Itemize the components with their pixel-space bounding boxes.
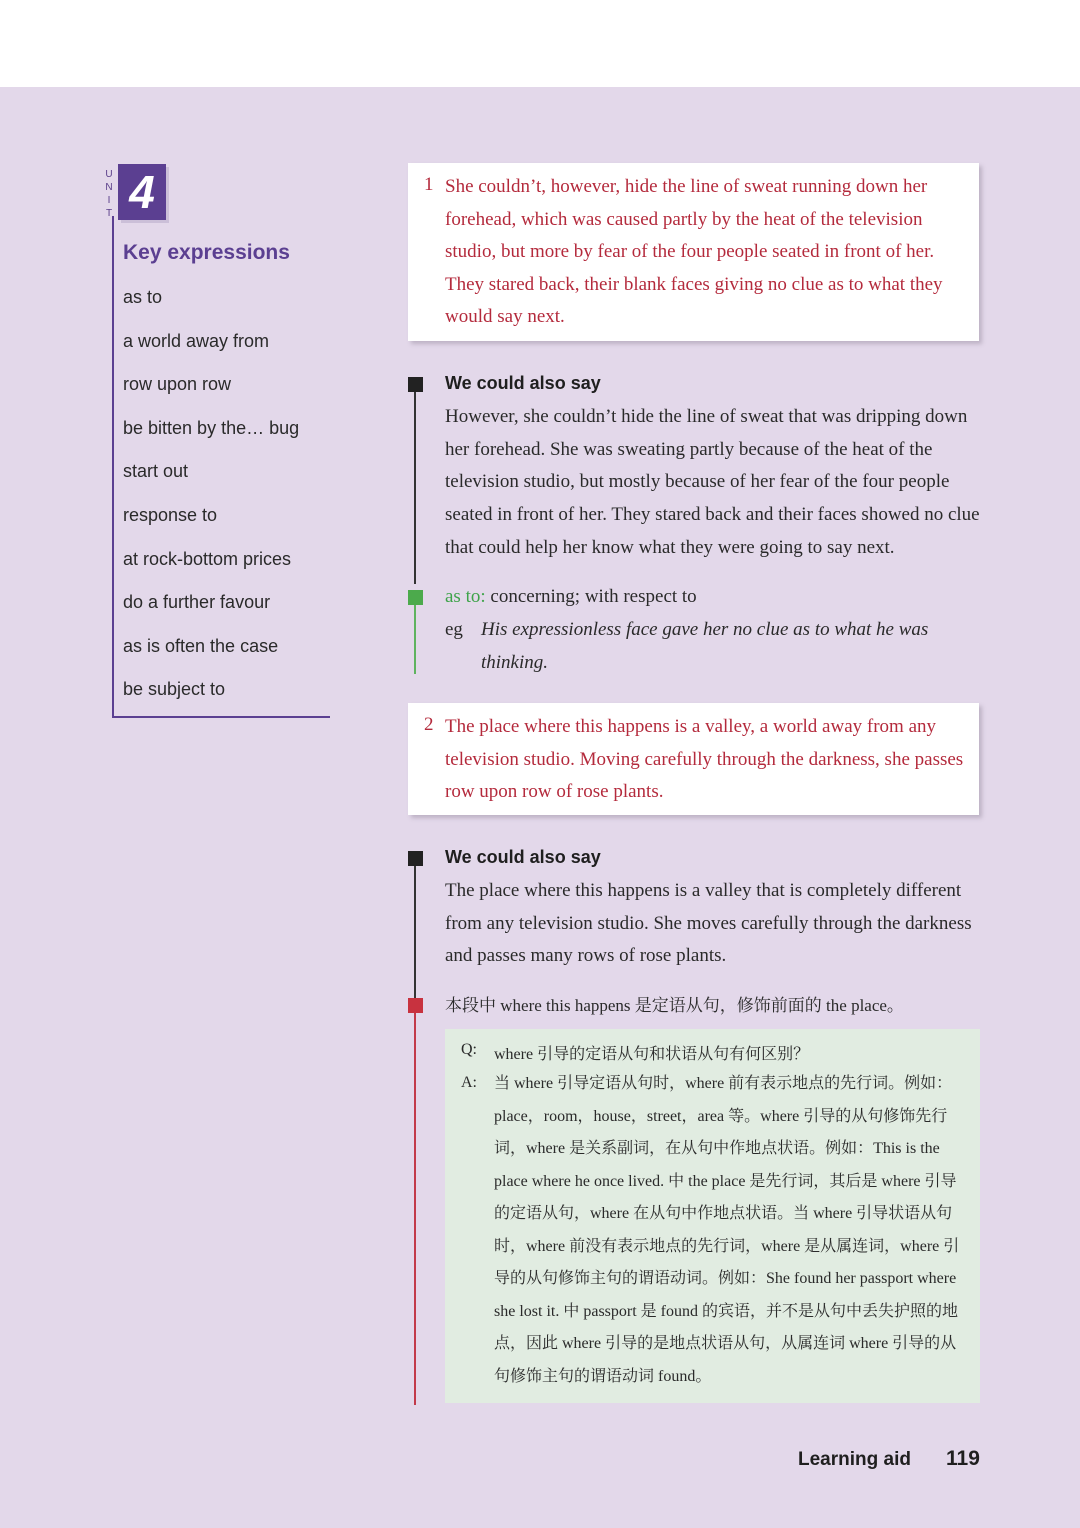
unit-letter: I bbox=[107, 195, 111, 206]
answer-label: A: bbox=[461, 1074, 477, 1091]
quote-box-2 bbox=[408, 703, 979, 815]
key-expression-item: row upon row bbox=[123, 374, 232, 395]
unit-label bbox=[102, 168, 116, 220]
key-expression-item: be subject to bbox=[123, 679, 226, 700]
key-expressions-title: Key expressions bbox=[123, 241, 290, 264]
example-label: eg bbox=[445, 619, 463, 640]
section-line bbox=[414, 598, 416, 674]
unit-letter: N bbox=[105, 182, 113, 193]
key-expression-item: response to bbox=[123, 504, 218, 525]
key-expression-item: at rock-bottom prices bbox=[123, 548, 292, 569]
gloss-marker bbox=[408, 590, 423, 605]
key-expressions-list bbox=[123, 285, 299, 721]
key-expression-item: be bitten by the… bug bbox=[123, 417, 300, 438]
question-label: Q: bbox=[461, 1041, 477, 1058]
quote-number: 1 bbox=[424, 174, 434, 195]
quote-box-1 bbox=[408, 163, 979, 341]
unit-letter: T bbox=[105, 208, 113, 219]
section-line bbox=[414, 384, 416, 584]
grammar-note: 本段中 where this happens 是定语从句，修饰前面的 the place。 bbox=[445, 996, 904, 1015]
section-line bbox=[414, 1010, 416, 1405]
gloss-definition: concerning; with respect to bbox=[485, 586, 697, 607]
question-text: where 引导的定语从句和状语从句有何区别？ bbox=[494, 1046, 810, 1063]
section-line bbox=[414, 858, 416, 998]
gloss-term: as to: bbox=[445, 586, 486, 607]
key-expression-item: do a further favour bbox=[123, 592, 271, 613]
key-expression-item: as is often the case bbox=[123, 635, 279, 656]
quote-number: 2 bbox=[424, 714, 434, 735]
key-expression-item: as to bbox=[123, 287, 163, 307]
qa-box bbox=[445, 1029, 980, 1403]
sidebar-border bbox=[112, 216, 114, 718]
paraphrase-text: However, she couldn’t hide the line of sweat that was dripping down her forehead. She was sweating partly because of the heat of the television studio, but mostly because of her fear of the four people seated in front of her. They stared back and their faces showed no clue that could help her know what they were going to say next. bbox=[445, 406, 980, 558]
gloss-line bbox=[445, 581, 985, 614]
example-text: His expressionless face gave her no clue as to what he was thinking. bbox=[481, 619, 929, 673]
answer-text: 当 where 引导定语从句时，where 前有表示地点的先行词。例如：place，room，house，street，area 等。where 引导的从句修饰先行词，where 是关系副词，在从句中作地点状语。例如：This is the place where he once lived. 中 the place 是先行词，其后是 where 引导的定语从句，where 在从句中作地点状语。当 where 引导状语从句时，where 前没有表示地点的先行词，where 是从属连词，where 引导的从句修饰主句的谓语动词。例如：She found her passport where she lost it. 中 passport 是 found 的宾语，并不是从句中丢失护照的地点，因此 where 引导的是地点状语从句，从属连词 where 引导的从句修饰主句的谓语动词 found。 bbox=[494, 1075, 960, 1385]
page-number: 119 bbox=[946, 1447, 980, 1470]
unit-number-badge: 4 bbox=[118, 164, 166, 220]
footer-label: Learning aid bbox=[798, 1449, 911, 1470]
key-expression-item: a world away from bbox=[123, 330, 270, 351]
quote-text: She couldn’t, however, hide the line of sweat running down her forehead, which was caused partly by the heat of the television studio, but more by fear of the four people seated in front of her. They stared back, their blank faces giving no clue as to what they would say next. bbox=[445, 176, 943, 327]
paraphrase-text: The place where this happens is a valley that is completely different from any television studio. She moves carefully through the darkness and passes many rows of rose plants. bbox=[445, 880, 972, 967]
section-marker bbox=[408, 851, 423, 866]
unit-letter: U bbox=[105, 169, 113, 180]
quote-text: The place where this happens is a valley, a world away from any television studio. Moving carefully through the darkness, she passes row upon row of rose plants. bbox=[445, 716, 964, 802]
section-heading: We could also say bbox=[445, 373, 601, 393]
note-marker bbox=[408, 998, 423, 1013]
key-expression-item: start out bbox=[123, 461, 189, 482]
section-marker bbox=[408, 377, 423, 392]
section-heading: We could also say bbox=[445, 847, 601, 867]
